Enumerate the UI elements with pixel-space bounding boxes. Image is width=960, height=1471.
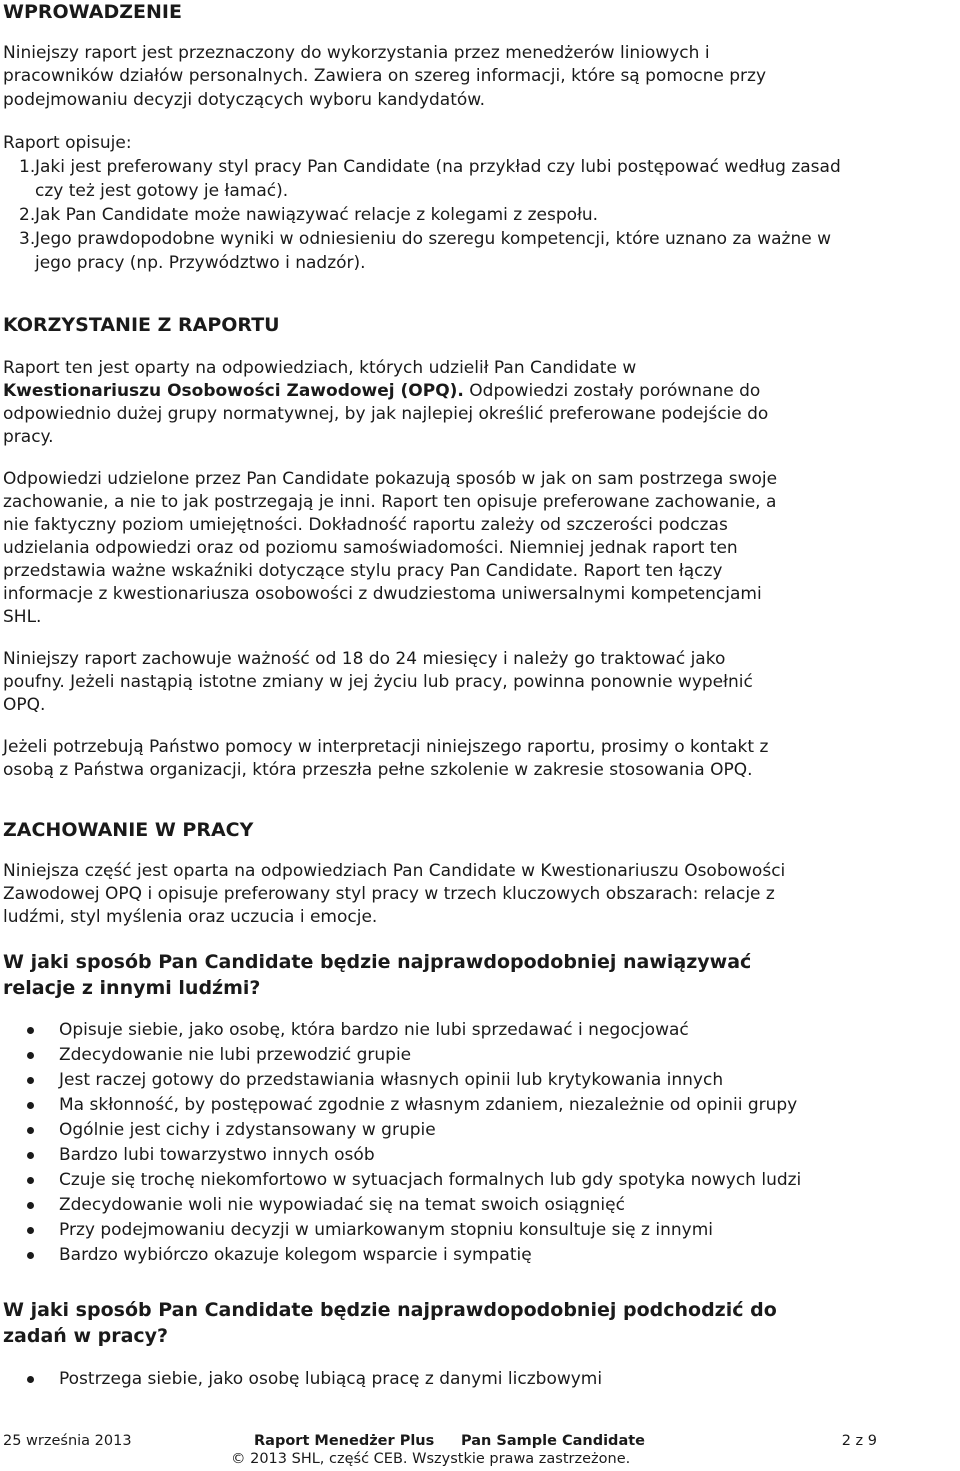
usage-paragraph-line: nie faktyczny poziom umiejętności. Dokładność raportu zależy od szczerości podczas (3, 515, 728, 535)
usage-paragraph-line: udzielania odpowiedzi oraz od poziomu samoświadomości. Niemniej jednak raport ten (3, 538, 738, 558)
page-footer (3, 1433, 877, 1467)
list-item (3, 1043, 959, 1068)
work-paragraph-line: Zawodowej OPQ i opisuje preferowany styl pracy w trzech kluczowych obszarach: relacje z (3, 884, 775, 904)
document-page (3, 0, 959, 1389)
bullet-icon (27, 1102, 34, 1109)
bullet-icon (27, 1177, 34, 1184)
item-number: 3. (19, 229, 36, 250)
bullet-icon (27, 1127, 34, 1134)
usage-paragraph-line: OPQ. (3, 695, 46, 715)
usage-paragraph-line: Odpowiedzi udzielone przez Pan Candidate pokazują sposób w jak on sam postrzega swoje (3, 469, 778, 489)
footer-report-name: Raport Menedżer Plus (254, 1433, 435, 1449)
usage-heading: KORZYSTANIE Z RAPORTU (3, 314, 280, 336)
list-item (3, 1218, 959, 1243)
list-item-text: Czuje się trochę niekomfortowo w sytuacjach formalnych lub gdy spotyka nowych ludzi (59, 1170, 802, 1190)
bullet-icon (27, 1077, 34, 1084)
list-item (3, 1243, 959, 1268)
numbered-item (3, 227, 959, 275)
bullet-icon (27, 1202, 34, 1209)
question-line: W jaki sposób Pan Candidate będzie najprawdopodobniej nawiązywać (3, 951, 752, 973)
usage-paragraph-line: zachowanie, a nie to jak postrzegają je inni. Raport ten opisuje preferowane zachowanie, a (3, 492, 777, 512)
work-section (3, 818, 959, 929)
tasks-bullet-list (3, 1367, 959, 1392)
usage-paragraph-line: przedstawia ważne wskaźniki dotyczące stylu pracy Pan Candidate. Raport ten łączy (3, 561, 723, 581)
intro-heading: WPROWADZENIE (3, 1, 182, 23)
question-tasks-heading (3, 1297, 959, 1349)
bullet-icon (27, 1252, 34, 1259)
list-item (3, 1143, 959, 1168)
bullet-icon (27, 1052, 34, 1059)
list-item-text: Przy podejmowaniu decyzji w umiarkowanym stopniu konsultuje się z innymi (59, 1220, 713, 1240)
opq-name: Kwestionariuszu Osobowości Zawodowej (OPQ). (3, 381, 464, 401)
item-text: Jaki jest preferowany styl pracy Pan Candidate (na przykład czy lubi postępować według zasad (35, 157, 841, 178)
report-describes-list (3, 155, 959, 275)
intro-section (3, 0, 959, 275)
list-item (3, 1367, 959, 1392)
numbered-item (3, 155, 959, 203)
footer-date: 25 września 2013 (3, 1433, 132, 1449)
list-item-text: Ogólnie jest cichy i zdystansowany w grupie (59, 1120, 436, 1140)
item-text: jego pracy (np. Przywództwo i nadzór). (35, 253, 366, 274)
list-item-text: Ma skłonność, by postępować zgodnie z własnym zdaniem, niezależnie od opinii grupy (59, 1095, 798, 1115)
usage-paragraph-line: poufny. Jeżeli nastąpią istotne zmiany w jej życiu lub pracy, powinna ponownie wypełnić (3, 672, 753, 692)
usage-paragraph-line: informacje z kwestionariusza osobowości z dwudziestoma uniwersalnymi kompetencjami (3, 584, 762, 604)
bullet-icon (27, 1376, 34, 1383)
relations-bullet-list (3, 1018, 959, 1268)
list-item (3, 1068, 959, 1093)
work-paragraph-line: ludźmi, styl myślenia oraz uczucia i emocje. (3, 907, 378, 927)
bullet-icon (27, 1027, 34, 1034)
usage-paragraph-line: pracy. (3, 427, 54, 447)
list-item (3, 1168, 959, 1193)
work-paragraph-line: Niniejsza część jest oparta na odpowiedziach Pan Candidate w Kwestionariuszu Osobowości (3, 861, 786, 881)
question-relations-heading (3, 949, 959, 1001)
item-text: Jak Pan Candidate może nawiązywać relacje z kolegami z zespołu. (35, 205, 599, 226)
intro-paragraph-line: pracowników działów personalnych. Zawiera on szereg informacji, które są pomocne przy (3, 66, 767, 87)
usage-section (3, 313, 959, 782)
list-item-text: Zdecydowanie woli nie wypowiadać się na temat swoich osiągnięć (59, 1195, 625, 1215)
usage-paragraph-line: Niniejszy raport zachowuje ważność od 18 do 24 miesięcy i należy go traktować jako (3, 649, 726, 669)
list-item-text: Zdecydowanie nie lubi przewodzić grupie (59, 1045, 412, 1065)
list-item-text: Opisuje siebie, jako osobę, która bardzo nie lubi sprzedawać i negocjować (59, 1020, 689, 1040)
item-number: 1. (19, 157, 36, 178)
intro-paragraph-line: Niniejszy raport jest przeznaczony do wykorzystania przez menedżerów liniowych i (3, 43, 710, 63)
usage-paragraph-line: Jeżeli potrzebują Państwo pomocy w interpretacji niniejszego raportu, prosimy o kontakt z (3, 737, 769, 757)
question-tasks (3, 1297, 959, 1349)
report-describes-label: Raport opisuje: (3, 132, 132, 153)
question-line: W jaki sposób Pan Candidate będzie najprawdopodobniej podchodzić do (3, 1299, 777, 1321)
usage-text: Odpowiedzi zostały porównane do (463, 381, 761, 401)
item-text: Jego prawdopodobne wyniki w odniesieniu do szeregu kompetencji, które uznano za ważne w (35, 229, 831, 250)
list-item-text: Bardzo lubi towarzystwo innych osób (59, 1145, 375, 1165)
footer-candidate: Pan Sample Candidate (461, 1433, 645, 1449)
list-item (3, 1093, 959, 1118)
question-line: relacje z innymi ludźmi? (3, 977, 261, 999)
intro-paragraph-line: podejmowaniu decyzji dotyczących wyboru kandydatów. (3, 89, 486, 110)
item-text: czy też jest gotowy je łamać). (35, 181, 289, 202)
list-item (3, 1018, 959, 1043)
question-line: zadań w pracy? (3, 1325, 169, 1347)
work-heading: ZACHOWANIE W PRACY (3, 819, 254, 841)
item-number: 2. (19, 205, 36, 226)
footer-page-number: 2 z 9 (841, 1433, 877, 1449)
list-item-text: Jest raczej gotowy do przedstawiania własnych opinii lub krytykowania innych (59, 1070, 724, 1090)
list-item-text: Bardzo wybiórczo okazuje kolegom wsparcie i sympatię (59, 1245, 532, 1265)
question-relations (3, 949, 959, 1001)
bullet-icon (27, 1152, 34, 1159)
usage-paragraph-line: SHL. (3, 607, 42, 627)
footer-copyright: © 2013 SHL, część CEB. Wszystkie prawa zastrzeżone. (231, 1451, 631, 1467)
list-item (3, 1193, 959, 1218)
usage-paragraph-line: odpowiednio dużej grupy normatywnej, by jak najlepiej określić preferowane podejście do (3, 404, 769, 424)
usage-paragraph-line: osobą z Państwa organizacji, która przeszła pełne szkolenie w zakresie stosowania OPQ. (3, 760, 753, 780)
list-item-text: Postrzega siebie, jako osobę lubiącą pracę z danymi liczbowymi (59, 1369, 603, 1389)
usage-paragraph-line (3, 380, 959, 403)
numbered-item (3, 203, 959, 227)
usage-paragraph-line: Raport ten jest oparty na odpowiedziach, których udzielił Pan Candidate w (3, 358, 637, 378)
list-item (3, 1118, 959, 1143)
bullet-icon (27, 1227, 34, 1234)
